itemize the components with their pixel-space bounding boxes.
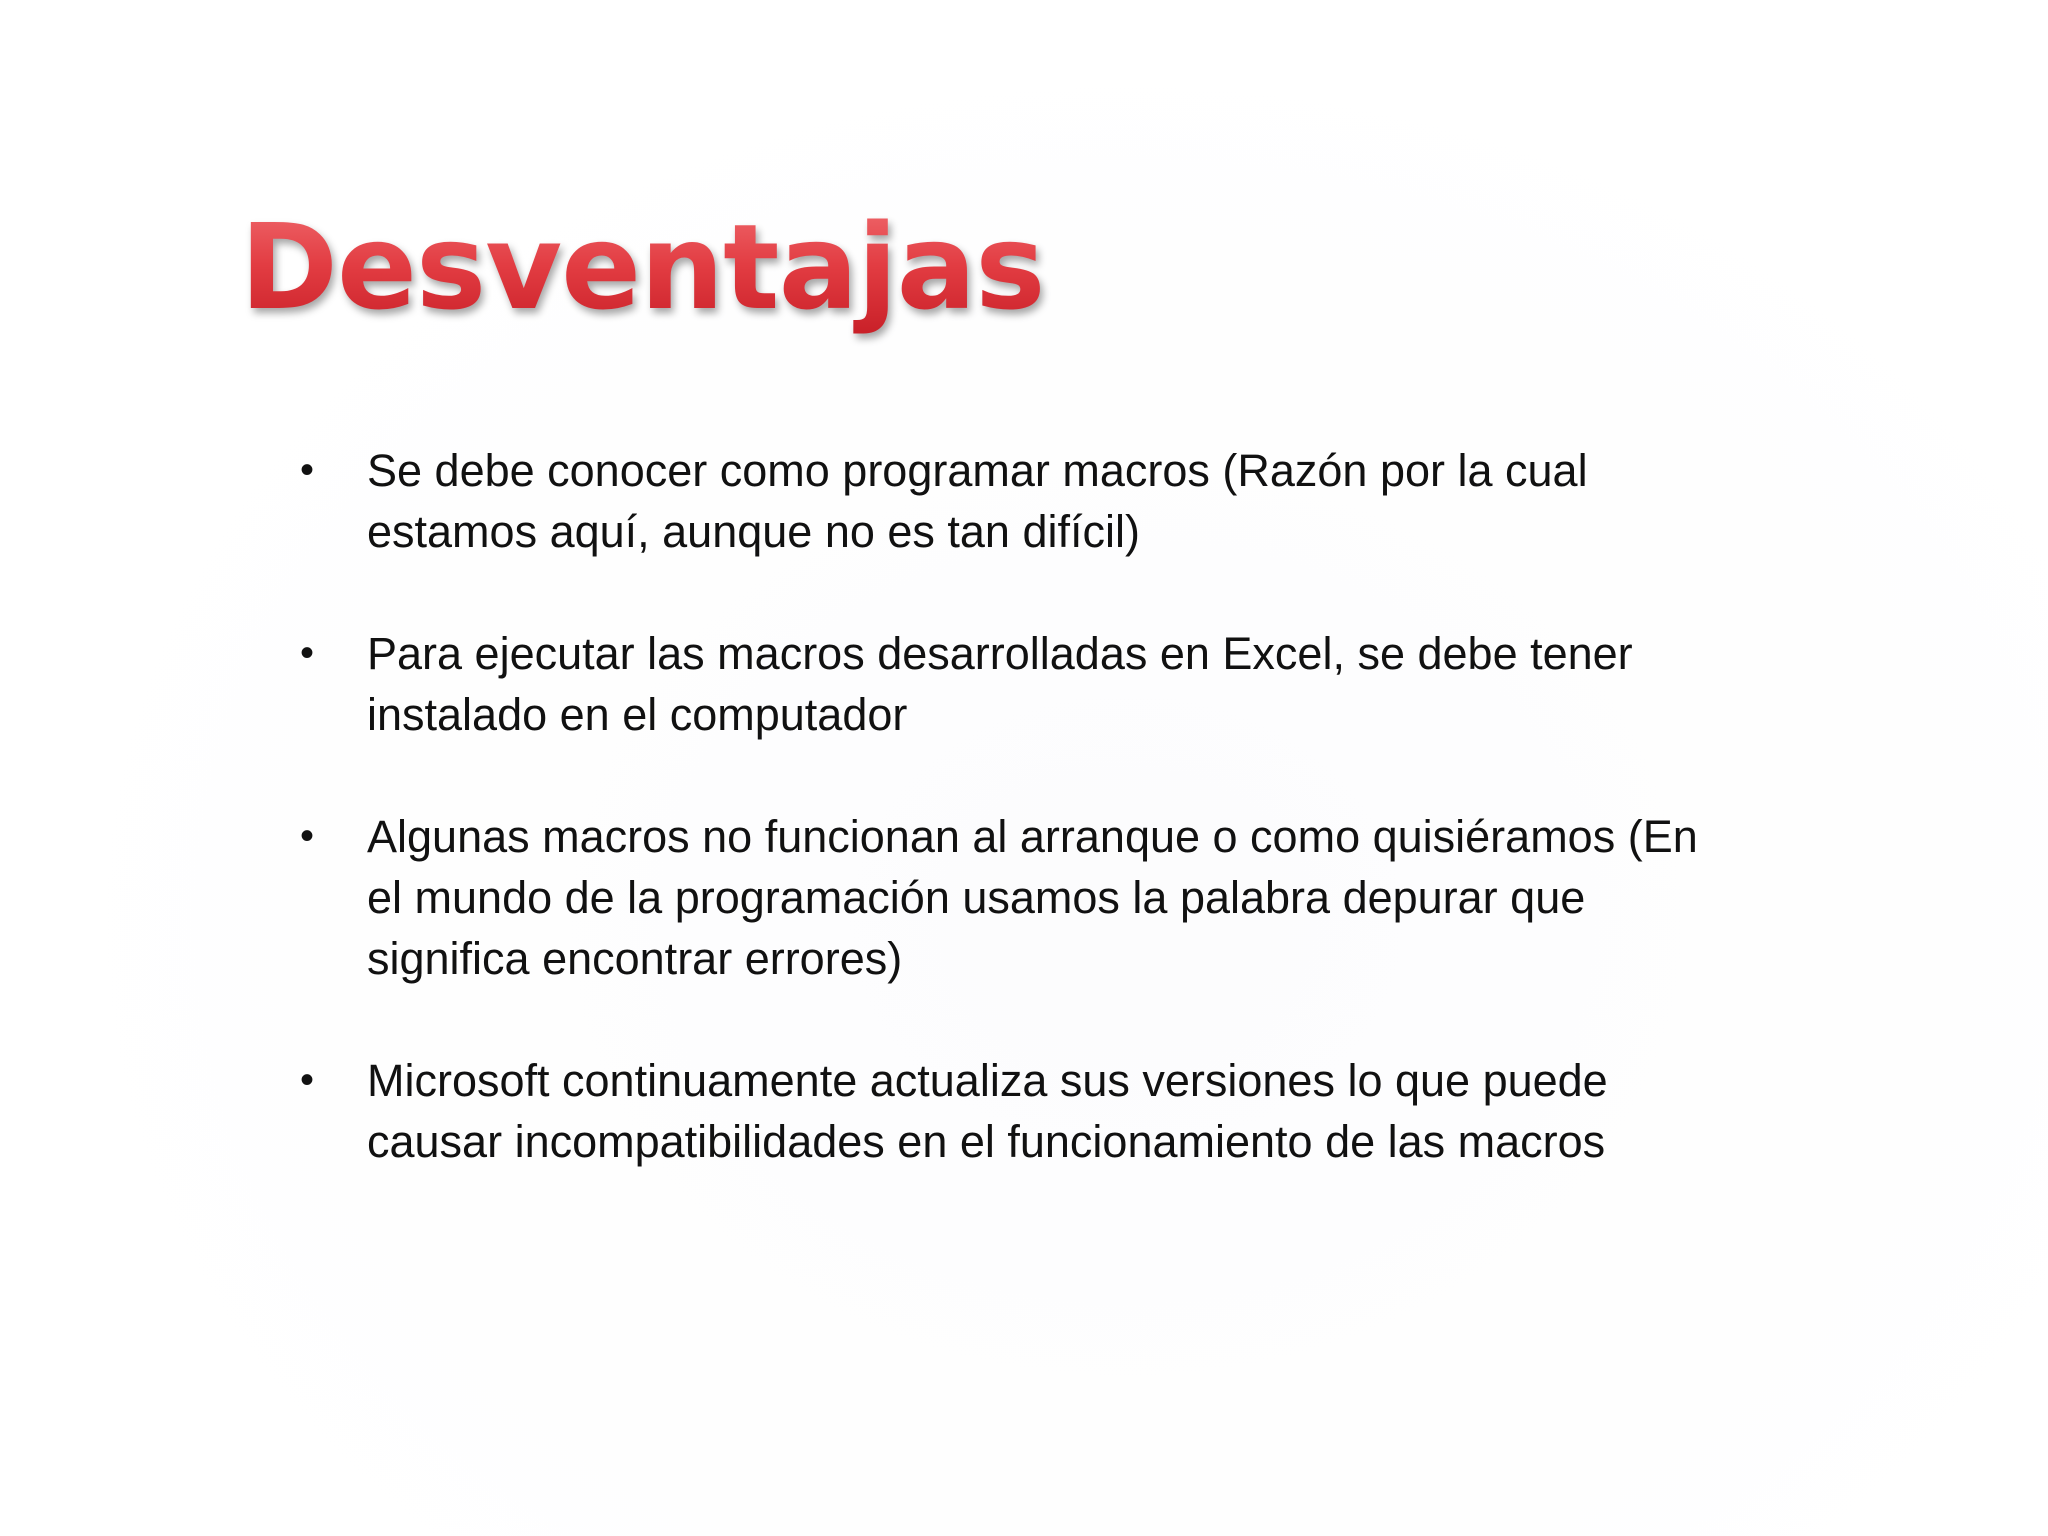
bullet-item	[300, 806, 1720, 989]
bullet-item	[300, 623, 1720, 745]
bullet-text: Se debe conocer como programar macros (Razón por la cual estamos aquí, aunque no es tan difícil)	[367, 445, 1588, 557]
bullet-text: Algunas macros no funcionan al arranque o como quisiéramos (En el mundo de la programación usamos la palabra depurar que significa encontrar errores)	[367, 811, 1698, 984]
bullet-text: Para ejecutar las macros desarrolladas en Excel, se debe tener instalado en el computador	[367, 628, 1633, 740]
bullet-icon: •	[300, 448, 315, 492]
bullet-icon: •	[300, 631, 315, 675]
bullet-item	[300, 1050, 1720, 1172]
bullet-icon: •	[300, 814, 315, 858]
bullet-text: Microsoft continuamente actualiza sus versiones lo que puede causar incompatibilidades en el funcionamiento de las macros	[367, 1055, 1608, 1167]
slide-title: Desventajas	[240, 198, 1045, 336]
bullet-item	[300, 440, 1720, 562]
bullet-icon: •	[300, 1058, 315, 1102]
bullet-list	[300, 440, 1720, 1233]
